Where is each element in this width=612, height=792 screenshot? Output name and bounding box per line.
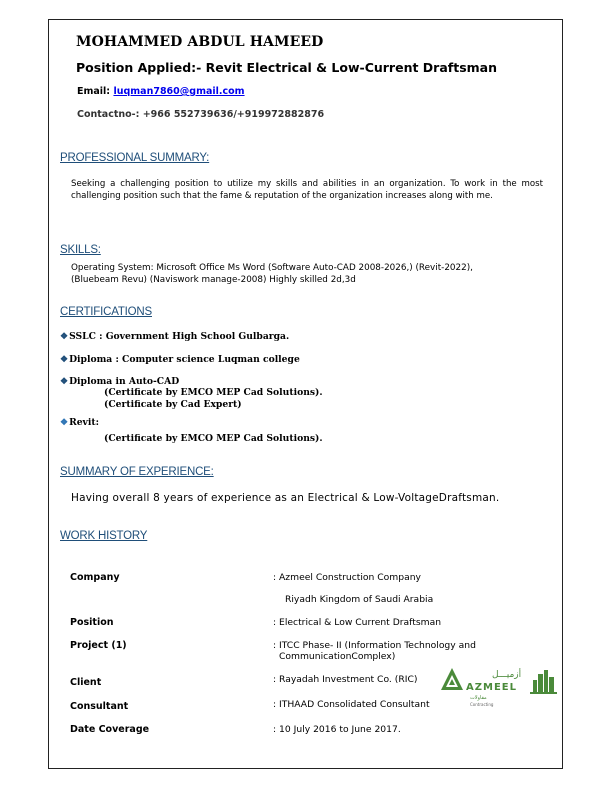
project-value-line-2: CommunicationComplex) <box>279 651 396 662</box>
skills-heading: SKILLS: <box>60 244 101 256</box>
work-history-heading: WORK HISTORY <box>60 530 148 542</box>
company-label: Company <box>70 572 120 583</box>
email-line <box>77 86 245 97</box>
cert-item: ❖Diploma in Auto-CAD <box>60 376 180 387</box>
email-label: Email: <box>77 86 111 97</box>
experience-summary-heading: SUMMARY OF EXPERIENCE: <box>60 466 214 478</box>
position-applied: Position Applied:- Revit Electrical & Low-Current Draftsman <box>76 60 497 75</box>
cert-item: ❖Revit: <box>60 417 100 428</box>
diamond-bullet-icon: ❖ <box>60 377 69 387</box>
contact-number: Contactno-: +966 552739636/+919972882876 <box>77 109 325 120</box>
date-coverage-label: Date Coverage <box>70 724 150 735</box>
skills-text <box>71 263 541 286</box>
candidate-name: MOHAMMED ABDUL HAMEED <box>76 34 324 50</box>
project-value-line-1: : ITCC Phase- II (Information Technology and <box>273 640 476 651</box>
date-coverage-value: : 10 July 2016 to June 2017. <box>273 724 401 735</box>
company-value: : Azmeel Construction Company <box>273 572 421 583</box>
diamond-bullet-icon: ❖ <box>60 418 69 428</box>
professional-summary-heading: PROFESSIONAL SUMMARY: <box>60 152 210 164</box>
diamond-bullet-icon: ❖ <box>60 355 69 365</box>
client-value: : Rayadah Investment Co. (RIC) <box>273 674 418 685</box>
skills-line-1: Operating System: Microsoft Office Ms Word (Software Auto-CAD 2008-2026,) (Revit-2022), <box>71 263 473 273</box>
buildings-icon <box>530 670 557 694</box>
company-location: Riyadh Kingdom of Saudi Arabia <box>285 594 434 605</box>
position-label: Position <box>70 617 114 628</box>
position-value: : Electrical & Low Current Draftsman <box>273 617 442 628</box>
skills-line-2: (Bluebeam Revu) (Naviswork manage-2008) Highly skilled 2d,3d <box>71 274 356 285</box>
logo-arabic-text: أزميـــل <box>492 670 522 680</box>
azmeel-triangle-icon <box>441 668 463 690</box>
consultant-label: Consultant <box>70 701 129 712</box>
diamond-bullet-icon: ❖ <box>60 332 69 342</box>
certifications-heading: CERTIFICATIONS <box>60 306 152 318</box>
logo-sub-text: Contracting <box>470 702 494 707</box>
logo-brand-text: AZMEEL <box>466 682 517 693</box>
cert-item: ❖SSLC : Government High School Gulbarga. <box>60 331 290 342</box>
cert-sub-item: (Certificate by EMCO MEP Cad Solutions). <box>104 387 323 398</box>
azmeel-logo <box>440 666 560 710</box>
cert-sub-item: (Certificate by EMCO MEP Cad Solutions). <box>104 433 323 444</box>
logo-sub-arabic-text: مقاولات <box>470 695 487 701</box>
cert-item: ❖Diploma : Computer science Luqman college <box>60 354 300 365</box>
email-link[interactable]: luqman7860@gmail.com <box>113 86 245 97</box>
project-label: Project (1) <box>70 640 127 651</box>
experience-summary-text: Having overall 8 years of experience as an Electrical & Low-VoltageDraftsman. <box>71 492 500 504</box>
consultant-value: : ITHAAD Consolidated Consultant <box>273 699 430 710</box>
client-label: Client <box>70 677 102 688</box>
cert-sub-item: (Certificate by Cad Expert) <box>104 399 242 410</box>
professional-summary-text: Seeking a challenging position to utilize my skills and abilities in an organization. To work in the most challenging position such that the fame & reputation of the organization increases along with me. <box>71 179 543 201</box>
